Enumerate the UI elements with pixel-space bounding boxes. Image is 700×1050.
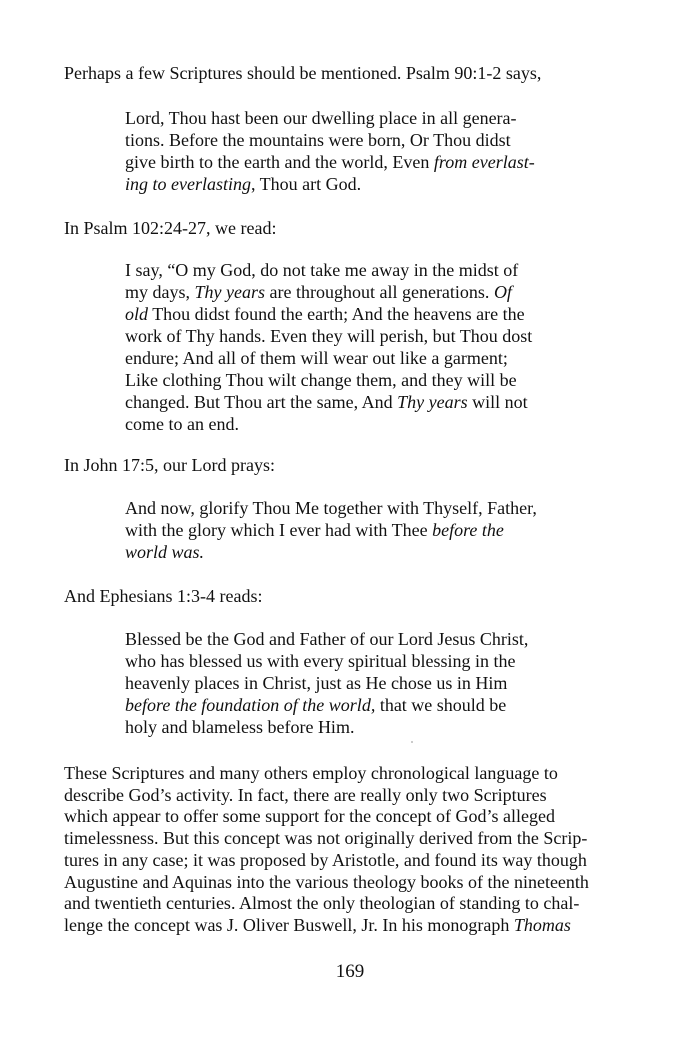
- text-line: And now, glorify Thou Me together with Thyself, Father,: [125, 498, 537, 518]
- intro-psalm-102: [64, 217, 634, 239]
- italic-emphasis: world was.: [125, 542, 205, 562]
- text-run: changed. But Thou art the same, And: [125, 392, 398, 412]
- text-run: that we should be: [375, 695, 507, 715]
- quote-psalm-90: [125, 107, 575, 195]
- text-line: timelessness. But this concept was not originally derived from the Scrip-: [64, 828, 588, 849]
- text-run: give birth to the earth and the world, Even: [125, 152, 434, 172]
- intro-john-17: [64, 454, 634, 476]
- text-line: [64, 915, 654, 937]
- text-line: holy and blameless before Him.: [125, 717, 355, 737]
- text-line: And Ephesians 1:3-4 reads:: [64, 586, 263, 606]
- text-line: [125, 391, 575, 413]
- text-line: come to an end.: [125, 414, 239, 434]
- text-line: Like clothing Thou wilt change them, and they will be: [125, 370, 517, 390]
- text-line: who has blessed us with every spiritual blessing in the: [125, 651, 516, 671]
- text-line: I say, “O my God, do not take me away in the midst of: [125, 260, 519, 280]
- italic-emphasis: Thy years: [397, 392, 468, 412]
- italic-emphasis: Thomas: [513, 914, 571, 935]
- text-line: Lord, Thou hast been our dwelling place in all genera-: [125, 108, 517, 128]
- intro-ephesians-1: [64, 585, 634, 607]
- text-line: endure; And all of them will wear out like a garment;: [125, 348, 508, 368]
- text-line: [125, 519, 575, 541]
- text-run: lenge the concept was J. Oliver Buswell, Jr. In his monograph: [64, 914, 514, 935]
- italic-emphasis: Thy years: [194, 282, 265, 302]
- italic-emphasis: Of: [493, 282, 512, 302]
- text-line: Augustine and Aquinas into the various theology books of the nineteenth: [64, 871, 589, 892]
- text-run: my days,: [125, 282, 195, 302]
- text-run: , Thou art God.: [250, 174, 362, 194]
- text-line: [125, 151, 575, 173]
- text-line: Blessed be the God and Father of our Lord Jesus Christ,: [125, 629, 529, 649]
- italic-emphasis: from everlast-: [433, 152, 535, 172]
- scan-speck: [411, 741, 413, 743]
- italic-emphasis: before the foundation of the world,: [125, 695, 376, 715]
- quote-john-17: [125, 497, 575, 563]
- text-line: These Scriptures and many others employ chronological language to: [64, 763, 558, 783]
- text-line: tions. Before the mountains were born, Or Thou didst: [125, 130, 511, 150]
- text-line: [125, 303, 575, 325]
- text-run: Thou didst found the earth; And the heavens are the: [148, 304, 525, 324]
- text-line: [125, 173, 575, 195]
- text-line: and twentieth centuries. Almost the only theologian of standing to chal-: [64, 893, 580, 914]
- text-line: [125, 694, 575, 716]
- quote-psalm-102: [125, 259, 575, 435]
- text-line: [125, 541, 575, 563]
- page-number: 169: [335, 961, 365, 982]
- intro-psalm-90: [64, 62, 634, 84]
- text-line: [125, 281, 575, 303]
- text-line: In John 17:5, our Lord prays:: [64, 455, 275, 475]
- text-line: work of Thy hands. Even they will perish, but Thou dost: [125, 326, 533, 346]
- italic-emphasis: old: [125, 304, 149, 324]
- text-line: describe God’s activity. In fact, there are really only two Scriptures: [64, 784, 547, 805]
- text-line: Perhaps a few Scriptures should be mentioned. Psalm 90:1-2 says,: [64, 63, 542, 83]
- text-run: will not: [467, 392, 528, 412]
- italic-emphasis: before the: [432, 520, 504, 540]
- body-paragraph: [64, 763, 654, 937]
- text-run: are throughout all generations.: [265, 282, 494, 302]
- italic-emphasis: ing to everlasting: [125, 174, 251, 194]
- text-line: tures in any case; it was proposed by Aristotle, and found its way though: [64, 849, 587, 870]
- text-run: with the glory which I ever had with Thee: [125, 520, 433, 540]
- text-line: which appear to offer some support for the concept of God’s alleged: [64, 806, 556, 827]
- text-line: In Psalm 102:24-27, we read:: [64, 218, 277, 238]
- quote-ephesians-1: [125, 628, 575, 738]
- text-line: heavenly places in Christ, just as He chose us in Him: [125, 673, 508, 693]
